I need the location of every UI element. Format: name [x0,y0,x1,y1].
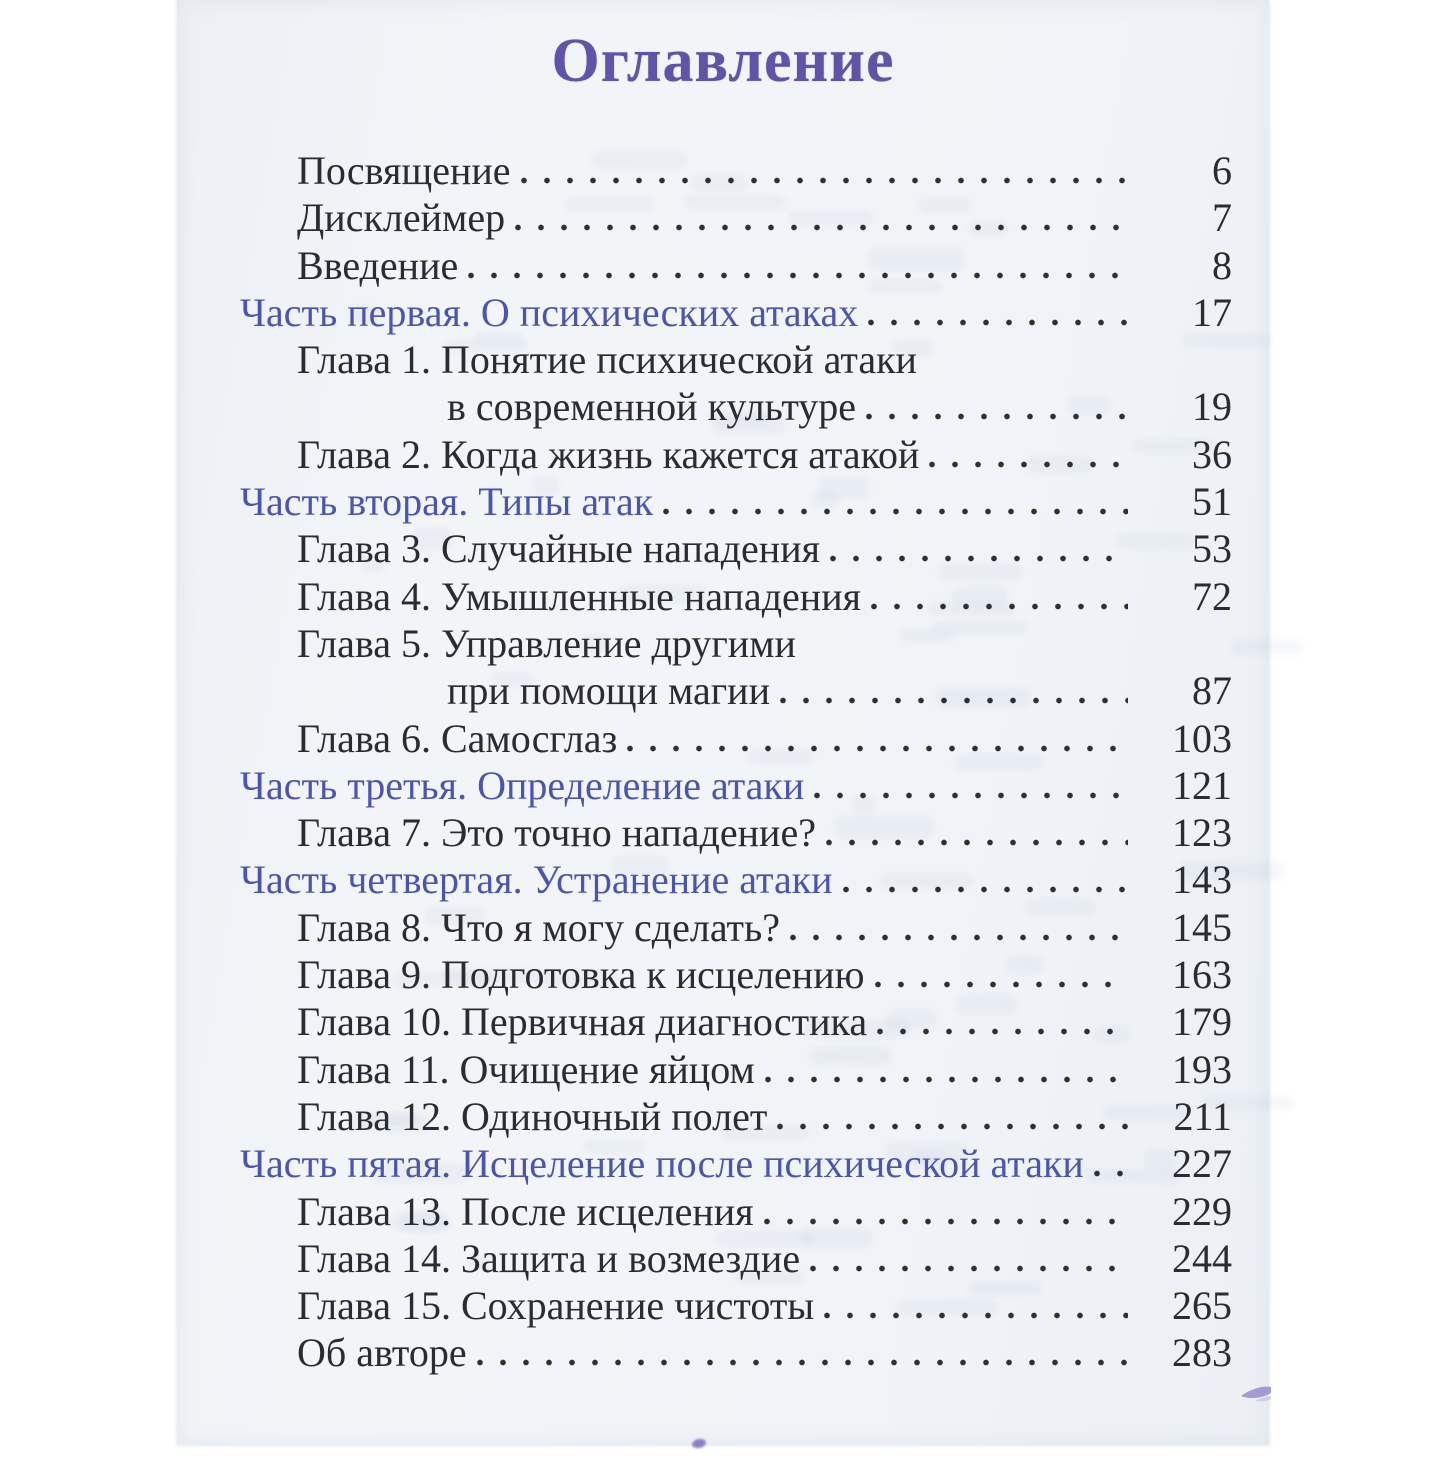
toc-entry [177,1329,1232,1376]
toc-entry-label: Глава 6. Самосглаз [297,715,618,761]
toc-entry-label: Глава 9. Подготовка к исцелению [297,952,865,998]
toc-entry-label: Глава 5. Управление другими [297,620,796,666]
dot-leader [627,745,1128,752]
toc-entry-label: Глава 3. Случайные нападения [297,526,821,572]
toc-entry [177,1046,1232,1093]
toc-entry-page: 6 [1212,148,1232,193]
dot-leader [929,461,1128,468]
dot-leader [777,1123,1128,1130]
table-of-contents [177,14,1269,1459]
toc-entry-label: Глава 8. Что я могу сделать? [297,904,781,950]
toc-entry-page: 283 [1172,1330,1232,1376]
dot-leader [521,177,1128,184]
toc-list [177,147,1232,1377]
toc-entry-page: 36 [1192,431,1232,477]
toc-entry-page: 179 [1172,999,1232,1045]
toc-entry [177,998,1232,1045]
toc-entry-label: Глава 4. Умышленные нападения [297,573,862,619]
toc-entry-label: Глава 12. Одиночный полет [297,1093,768,1139]
dot-leader [868,319,1128,326]
dot-leader [1094,1170,1128,1177]
toc-entry-label: Посвящение [297,148,511,193]
toc-entry-page: 229 [1172,1188,1232,1234]
toc-entry [177,1093,1232,1140]
dot-leader [663,508,1128,515]
toc-entry-page: 72 [1192,573,1232,619]
toc-entry-label: Глава 2. Когда жизнь кажется атакой [297,431,920,477]
toc-entry [177,1188,1232,1235]
toc-entry-page: 193 [1172,1046,1232,1092]
dot-leader [468,272,1128,279]
dot-leader [830,555,1128,562]
toc-entry-label: Глава 1. Понятие психической атаки [297,337,917,383]
toc-entry [177,620,1232,667]
toc-entry-page: 8 [1212,242,1232,288]
page-title: Оглавление [551,27,895,95]
toc-entry-page: 143 [1172,857,1232,903]
toc-entry [177,1140,1232,1187]
toc-entry-label: Часть вторая. Типы атак [240,479,654,525]
toc-entry-page: 53 [1192,526,1232,572]
toc-entry [177,667,1232,714]
toc-entry-label: Часть первая. О психических атаках [240,289,859,335]
toc-entry [177,762,1232,809]
dot-leader [826,839,1128,846]
toc-entry [177,1235,1232,1282]
toc-entry-page: 163 [1172,952,1232,998]
toc-entry-page: 103 [1172,715,1232,761]
dot-leader [515,224,1128,231]
toc-entry [177,809,1232,856]
toc-entry-label: Часть третья. Определение атаки [240,762,805,808]
toc-entry-label: Об авторе [297,1330,467,1376]
toc-entry [177,383,1232,430]
dot-leader [780,697,1128,704]
toc-entry-page: 145 [1172,904,1232,950]
toc-entry-page: 7 [1212,195,1232,241]
toc-entry [177,856,1232,903]
toc-entry [177,336,1232,383]
toc-entry [177,478,1232,525]
dot-leader [764,1218,1128,1225]
toc-entry-label: в современной культуре [447,384,857,430]
toc-entry [177,289,1232,336]
toc-entry [177,194,1232,241]
toc-entry-page: 19 [1192,384,1232,430]
toc-entry-label: Глава 14. Защита и возмездие [297,1235,801,1281]
decorative-flourish-icon [1241,1384,1271,1404]
toc-entry [177,1282,1232,1329]
dot-leader [477,1359,1128,1366]
toc-entry [177,951,1232,998]
toc-entry [177,525,1232,572]
toc-entry-label: Введение [297,242,459,288]
toc-entry-label: Часть пятая. Исцеление после психической атаки [240,1141,1084,1187]
toc-entry-page: 51 [1192,479,1232,525]
toc-entry-page: 211 [1173,1093,1232,1139]
toc-entry-label: Дисклеймер [297,195,506,241]
toc-entry [177,147,1232,194]
dot-leader [814,792,1128,799]
toc-entry-page: 121 [1172,762,1232,808]
dot-leader [810,1265,1128,1272]
toc-entry-label: Часть четвертая. Устранение атаки [240,857,833,903]
dot-leader [843,886,1128,893]
dot-leader [875,981,1129,988]
toc-entry-page: 244 [1172,1235,1232,1281]
toc-entry-page: 17 [1192,289,1232,335]
toc-entry-label: при помощи магии [447,668,770,714]
toc-entry [177,573,1232,620]
dot-leader [866,413,1128,420]
toc-entry-label: Глава 15. Сохранение чистоты [297,1283,815,1329]
toc-entry-label: Глава 13. После исцеления [297,1188,754,1234]
dot-leader [824,1312,1128,1319]
toc-entry [177,715,1232,762]
toc-entry-page: 227 [1172,1141,1232,1187]
toc-entry-page: 87 [1192,668,1232,714]
book-page [177,0,1269,1445]
toc-entry [177,242,1232,289]
toc-entry-label: Глава 10. Первичная диагностика [297,999,868,1045]
toc-entry [177,904,1232,951]
dot-leader [871,603,1128,610]
toc-entry-page: 265 [1172,1283,1232,1329]
toc-entry [177,431,1232,478]
dot-leader [877,1028,1128,1035]
toc-entry-label: Глава 7. Это точно нападение? [297,810,816,856]
toc-entry-label: Глава 11. Очищение яйцом [297,1046,755,1092]
dot-leader [790,934,1128,941]
toc-entry-page: 123 [1172,810,1232,856]
dot-leader [765,1076,1128,1083]
